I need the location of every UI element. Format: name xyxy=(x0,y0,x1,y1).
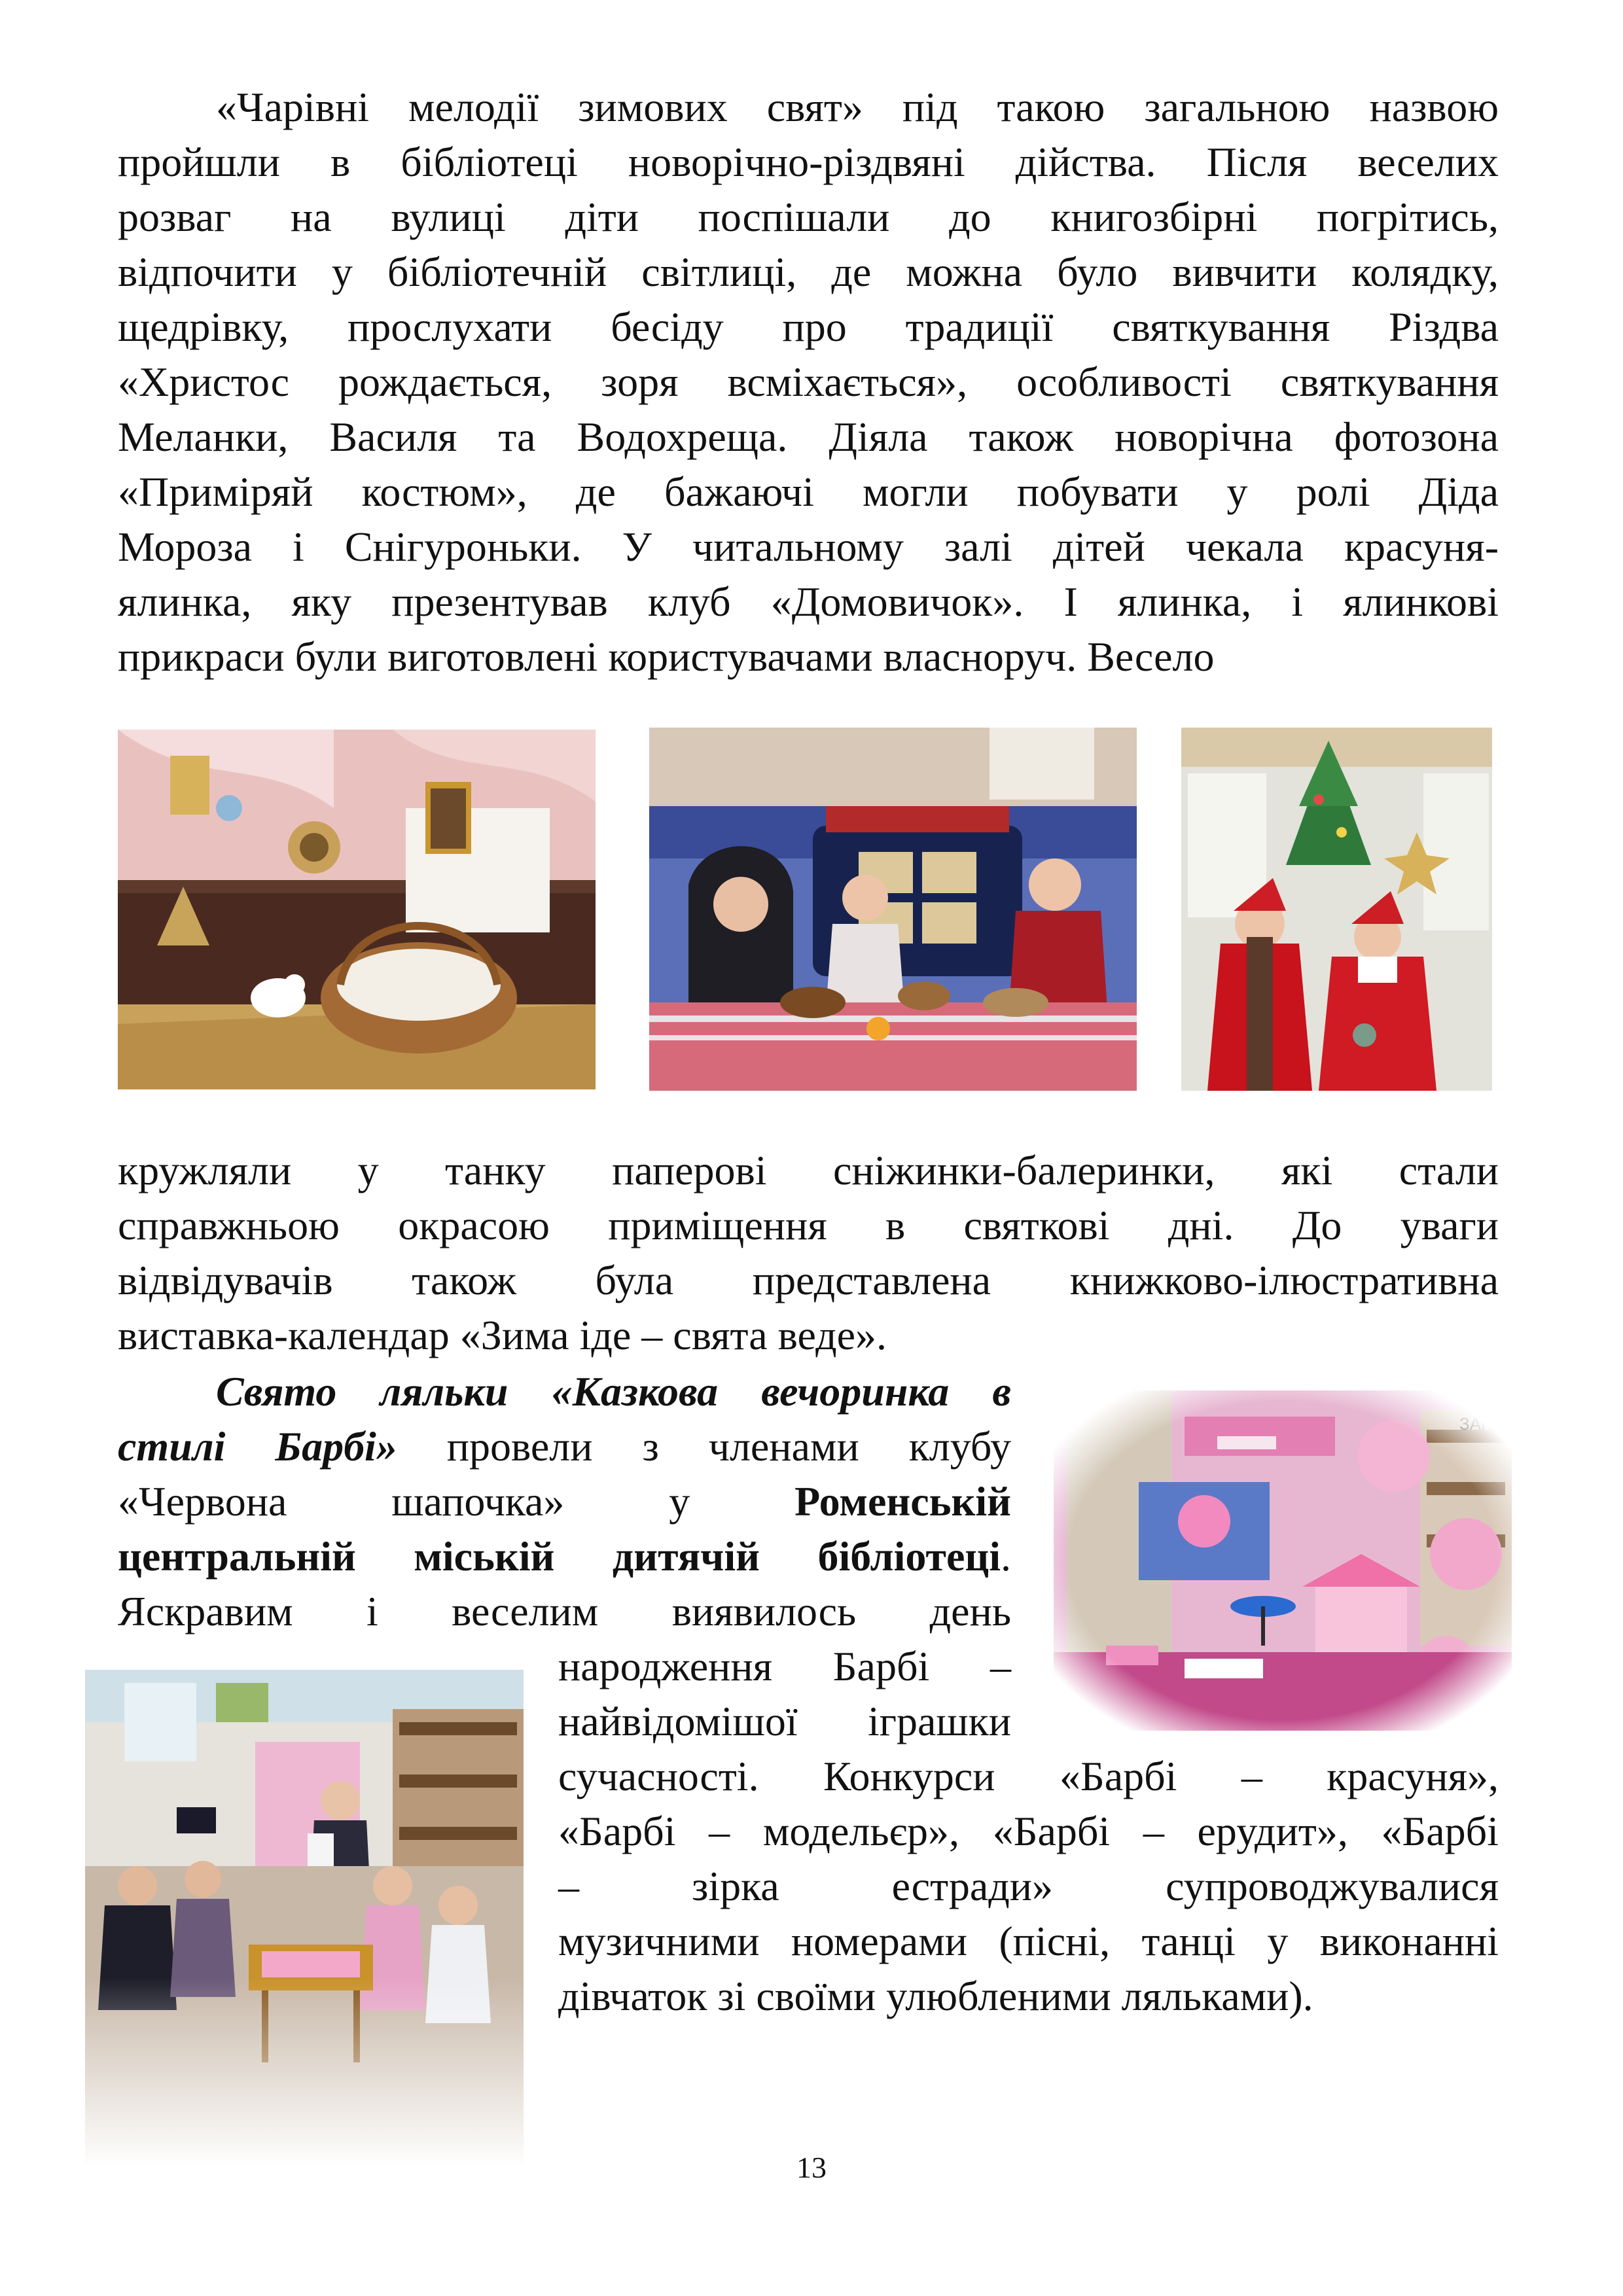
photo-costume-zone xyxy=(1181,728,1492,1091)
text-line: ялинка, яку презентував клуб «Домовичок». І ялинка, і ялинкові xyxy=(118,578,1499,625)
paragraph-barbie-party xyxy=(118,1364,1011,1639)
event-title: Свято ляльки «Казкова вечоринка в xyxy=(216,1368,1011,1415)
text-line: народження Барбі – xyxy=(558,1643,1011,1689)
text-fragment: провели з членами клубу xyxy=(397,1423,1011,1470)
text-fragment: . xyxy=(1001,1533,1011,1580)
text-line: прикраси були виготовлені користувачами власноруч. Весело xyxy=(118,633,1215,680)
paragraph-snowflakes xyxy=(118,1143,1499,1363)
paragraph-barbie-narrow xyxy=(558,1639,1011,1749)
text-line: дівчаток зі своїми улюбленими ляльками). xyxy=(558,1973,1313,2019)
text-line: Меланки, Василя та Водохреща. Діяла також новорічна фотозона xyxy=(118,414,1499,460)
text-line: сучасності. Конкурси «Барбі – красуня», xyxy=(558,1753,1499,1799)
text-line xyxy=(118,1474,1011,1529)
text-line: відвідувачів також була представлена книжково-ілюстративна xyxy=(118,1257,1499,1303)
text-line xyxy=(118,1529,1011,1584)
paragraph-barbie-wide xyxy=(558,1749,1499,2024)
page-number: 13 xyxy=(796,2151,827,2184)
text-line: Яскравим і веселим виявилось день xyxy=(118,1588,1011,1634)
paragraph-winter-holidays xyxy=(118,80,1499,684)
text-line: справжньою окрасою приміщення в святкові дні. До уваги xyxy=(118,1202,1499,1248)
photo-festive-table xyxy=(649,728,1137,1091)
text-line xyxy=(118,1364,1011,1419)
text-line: Мороза і Снігуроньки. У читальному залі дітей чекала красуня- xyxy=(118,523,1499,570)
text-line: «Христос рождається, зоря всміхається», особливості святкування xyxy=(118,359,1499,405)
text-line: пройшли в бібліотеці новорічно-різдвяні дійства. Після веселих xyxy=(118,139,1499,185)
text-line: щедрівку, прослухати бесіду про традиції святкування Різдва xyxy=(118,304,1499,350)
text-line: «Барбі – модельєр», «Барбі – ерудит», «Барбі xyxy=(558,1808,1499,1854)
text-line: найвідомішої іграшки xyxy=(558,1698,1011,1744)
text-line: розваг на вулиці діти поспішали до книгозбірні погрітись, xyxy=(118,194,1499,240)
photo-children-reading xyxy=(85,1670,524,2167)
text-line: «Чарівні мелодії зимових свят» під такою загальною назвою xyxy=(216,84,1499,130)
text-line: виставка-календар «Зима іде – свята веде». xyxy=(118,1312,887,1358)
event-title-cont: стилі Барбі» xyxy=(118,1423,397,1470)
text-line: кружляли у танку паперові сніжинки-балеринки, які стали xyxy=(118,1147,1499,1193)
text-fragment: «Червона шапочка» у xyxy=(118,1478,795,1525)
library-name: Роменській xyxy=(794,1478,1011,1525)
library-name-cont: центральній міській дитячій бібліотеці xyxy=(118,1533,1001,1580)
text-line: – зірка естради» супроводжувалися xyxy=(558,1863,1499,1909)
text-line xyxy=(118,1419,1011,1474)
text-line: музичними номерами (пісні, танці у виконанні xyxy=(558,1918,1499,1964)
photo-nativity-display xyxy=(118,730,596,1089)
photo-barbie-display xyxy=(1054,1390,1512,1731)
text-line: «Приміряй костюм», де бажаючі могли побувати у ролі Діда xyxy=(118,468,1499,515)
text-line: відпочити у бібліотечній світлиці, де можна було вивчити колядку, xyxy=(118,249,1499,295)
